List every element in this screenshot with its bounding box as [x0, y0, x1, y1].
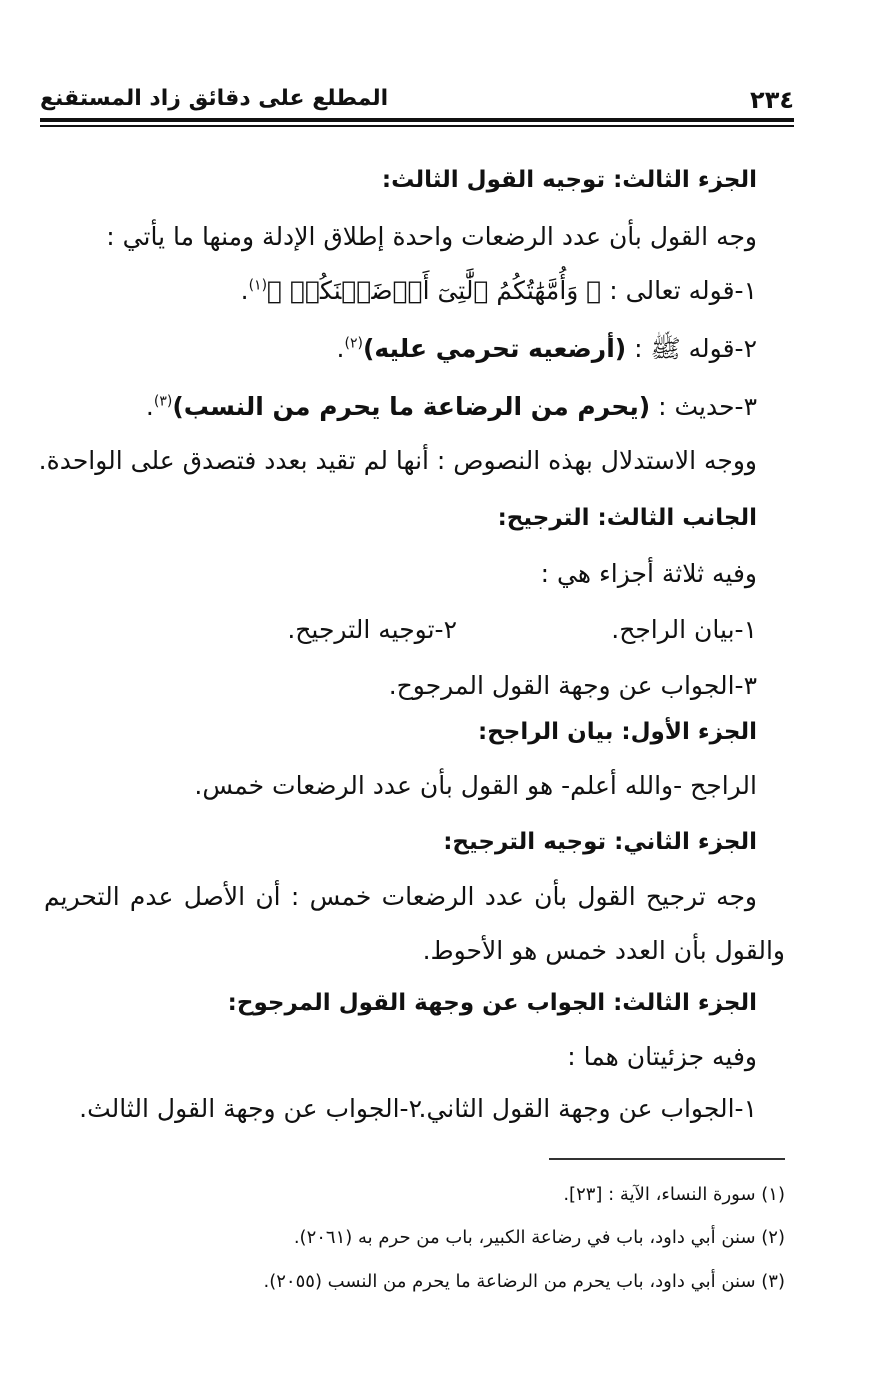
- footnote-marker[interactable]: (١): [248, 277, 268, 294]
- item-end: .: [336, 334, 345, 363]
- footnote: (٣) سنن أبي داود، باب يحرم من الرضاعة ما يحرم من النسب (٢٠٥٥).: [263, 1271, 785, 1292]
- footnote-marker[interactable]: (٣): [153, 393, 173, 410]
- section-heading: الجزء الأول: بيان الراجح:: [478, 719, 757, 745]
- quran-verse: ﴿ وَأُمَّهَٰتُكُمُ ٱلَّٰتِىٓ أَرۡضَعۡنَكُمۡ ﴾: [267, 276, 602, 305]
- footnote: (١) سورة النساء، الآية : [٢٣].: [563, 1184, 785, 1205]
- hadith-quote: (يحرم من الرضاعة ما يحرم من النسب): [172, 392, 651, 421]
- footnote: (٢) سنن أبي داود، باب في رضاعة الكبير، باب من حرم به (٢٠٦١).: [293, 1227, 785, 1248]
- evidence-item-2: [44, 324, 757, 374]
- item-end: .: [145, 392, 154, 421]
- item-prefix: ١-قوله تعالى :: [601, 276, 757, 305]
- running-title: المطلع على دقائق زاد المستقنع: [40, 86, 389, 111]
- footnote-marker[interactable]: (٢): [344, 335, 363, 352]
- footnote-separator: [549, 1158, 785, 1160]
- paragraph-line: والقول بأن العدد خمس هو الأحوط.: [422, 936, 785, 965]
- paragraph-line: ووجه الاستدلال بهذه النصوص : أنها لم تقيد بعدد فتصدق على الواحدة.: [38, 446, 757, 475]
- page-number: ٢٣٤: [750, 86, 794, 114]
- page-header: [40, 82, 794, 116]
- evidence-item-3: [44, 382, 757, 432]
- item-end: .: [240, 276, 249, 305]
- list-item: ٢-توجيه الترجيح.: [287, 615, 457, 644]
- list-item: ١-الجواب عن وجهة القول الثاني.: [418, 1094, 757, 1123]
- item-prefix: ٢-قوله ﷺ :: [626, 334, 757, 363]
- section-heading: الجزء الثالث: توجيه القول الثالث:: [381, 167, 757, 193]
- paragraph-line: الراجح -والله أعلم- هو القول بأن عدد الرضعات خمس.: [194, 771, 757, 800]
- item-prefix: ٣-حديث :: [650, 392, 757, 421]
- section-heading: الجزء الثاني: توجيه الترجيح:: [443, 829, 757, 855]
- section-heading: الجانب الثالث: الترجيح:: [497, 505, 757, 531]
- hadith-quote: (أرضعيه تحرمي عليه): [362, 334, 627, 363]
- list-item: ٢-الجواب عن وجهة القول الثالث.: [79, 1094, 422, 1123]
- header-rule-thin: [40, 125, 794, 127]
- paragraph-line: وفيه ثلاثة أجزاء هي :: [540, 559, 757, 588]
- list-row: [44, 605, 757, 655]
- list-row: [44, 1084, 757, 1134]
- header-rule-thick: [40, 118, 794, 122]
- paragraph-line: وجه القول بأن عدد الرضعات واحدة إطلاق الإدلة ومنها ما يأتي :: [106, 222, 757, 251]
- evidence-item-1: [44, 266, 757, 316]
- list-item: ٣-الجواب عن وجهة القول المرجوح.: [388, 671, 757, 700]
- paragraph-line: وفيه جزئيتان هما :: [567, 1042, 757, 1071]
- paragraph-line: وجه ترجيح القول بأن عدد الرضعات خمس : أن الأصل عدم التحريم: [44, 882, 757, 911]
- list-item: ١-بيان الراجح.: [611, 615, 757, 644]
- section-heading: الجزء الثالث: الجواب عن وجهة القول المرجوح:: [227, 990, 757, 1016]
